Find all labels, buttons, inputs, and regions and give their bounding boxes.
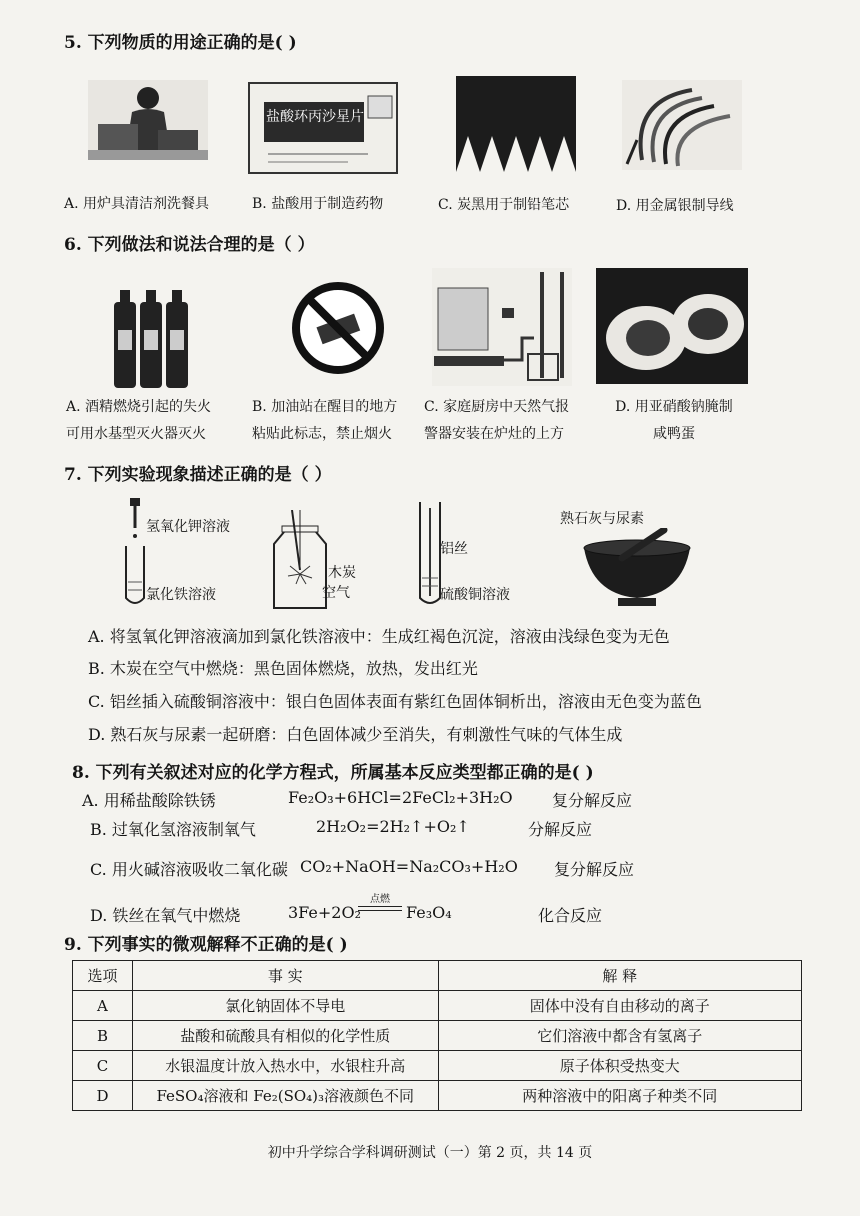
- q7-stem: 7. 下列实验现象描述正确的是（ ）: [64, 465, 332, 485]
- table-cell-explanation: 它们溶液中都含有氢离子: [438, 1021, 801, 1051]
- table-cell-explanation: 固体中没有自由移动的离子: [438, 991, 801, 1021]
- q6-option-b: [252, 394, 397, 448]
- table-cell-option: A: [73, 991, 133, 1021]
- label-al: 铝丝: [440, 541, 468, 557]
- q8-stem: 8. 下列有关叙述对应的化学方程式，所属基本反应类型都正确的是( ): [72, 763, 594, 783]
- q8-option-a-desc: A. 用稀盐酸除铁锈: [82, 791, 216, 810]
- q6-option-b-line2: 粘贴此标志，禁止烟火: [252, 426, 392, 442]
- label-air: 空气: [322, 585, 350, 601]
- table-row: [73, 1051, 802, 1081]
- q8-option-a-type: 复分解反应: [552, 791, 633, 810]
- q5-image-b: [248, 82, 398, 178]
- q6-option-a-line2: 可用水基型灭火器灭火: [66, 426, 206, 442]
- q5-image-d: [622, 80, 742, 174]
- q8-option-d-type: 化合反应: [538, 906, 603, 925]
- table-row: [73, 1081, 802, 1111]
- label-fecl3: 氯化铁溶液: [146, 587, 216, 603]
- q5-option-c: C. 炭黑用于制铅笔芯: [438, 197, 570, 213]
- table-header-explanation: 解 释: [438, 961, 801, 991]
- no-smoking-sign: [290, 280, 386, 380]
- table-cell-fact: 盐酸和硫酸具有相似的化学性质: [132, 1021, 438, 1051]
- q8-option-d-eq-left: 3Fe+2O₂: [288, 903, 361, 922]
- q6-image-extinguishers: [110, 286, 194, 394]
- label-cuso4: 硫酸铜溶液: [440, 587, 510, 603]
- q7-option-a: A. 将氢氧化钾溶液滴加到氯化铁溶液中：生成红褐色沉淀，溶液由浅绿色变为无色: [88, 627, 670, 646]
- q8-option-b-equation: 2H₂O₂=2H₂↑+O₂↑: [316, 817, 470, 836]
- q6-image-gas-alarm: [432, 268, 572, 390]
- q7-diagram-gas-jar: [270, 510, 330, 614]
- table-cell-explanation: 两种溶液中的阳离子种类不同: [438, 1081, 801, 1111]
- q9-table: [72, 960, 802, 1111]
- q8-option-c-equation: CO₂+NaOH=Na₂CO₃+H₂O: [300, 857, 518, 876]
- table-header-fact: 事 实: [132, 961, 438, 991]
- q8-option-b-type: 分解反应: [528, 820, 593, 839]
- q6-option-c-line1: C. 家庭厨房中天然气报: [424, 399, 570, 415]
- q6-option-d-line1: D. 用亚硝酸钠腌制: [615, 399, 733, 415]
- q6-option-d-line2: 咸鸭蛋: [653, 426, 695, 442]
- q7-option-c: C. 铝丝插入硫酸铜溶液中：银白色固体表面有紫红色固体铜析出，溶液由无色变为蓝色: [88, 692, 702, 711]
- q6-option-c-line2: 警器安装在炉灶的上方: [424, 426, 564, 442]
- table-cell-option: C: [73, 1051, 133, 1081]
- table-cell-fact: 水银温度计放入热水中，水银柱升高: [132, 1051, 438, 1081]
- q8-option-a-equation: Fe₂O₃+6HCl=2FeCl₂+3H₂O: [288, 788, 513, 807]
- q5-stem: 5. 下列物质的用途正确的是( ): [64, 33, 297, 53]
- q6-option-a: [66, 394, 211, 448]
- page-footer: 初中升学综合学科调研测试（一）第 2 页，共 14 页: [267, 1145, 593, 1161]
- q8-option-d-eq-sign: [358, 910, 402, 911]
- q8-option-d-eq-right: Fe₃O₄: [406, 903, 452, 922]
- q8-option-b-desc: B. 过氧化氢溶液制氧气: [90, 820, 256, 839]
- medicine-box-label: 盐酸环丙沙星片: [266, 109, 364, 125]
- q5-image-a: [88, 80, 208, 164]
- table-row: [73, 1021, 802, 1051]
- q5-option-a: A. 用炉具清洁剂洗餐具: [64, 196, 210, 212]
- table-header-option: 选项: [73, 961, 133, 991]
- table-cell-fact: 氯化钠固体不导电: [132, 991, 438, 1021]
- q5-option-d: D. 用金属银制导线: [616, 198, 734, 214]
- q6-option-b-line1: B. 加油站在醒目的地方: [252, 399, 398, 415]
- q8-option-c-desc: C. 用火碱溶液吸收二氧化碳: [90, 860, 288, 879]
- q6-image-salted-eggs: [596, 268, 748, 388]
- q6-option-c: [424, 394, 569, 448]
- table-header-row: [73, 961, 802, 991]
- q5-option-b: B. 盐酸用于制造药物: [252, 196, 384, 212]
- label-lime-urea: 熟石灰与尿素: [560, 511, 644, 527]
- q7-diagram-mortar: [582, 528, 692, 614]
- table-cell-fact: FeSO₄溶液和 Fe₂(SO₄)₃溶液颜色不同: [132, 1081, 438, 1111]
- q7-option-b: B. 木炭在空气中燃烧：黑色固体燃烧，放热，发出红光: [88, 659, 478, 678]
- q6-stem: 6. 下列做法和说法合理的是（ ）: [64, 235, 315, 255]
- q9-stem: 9. 下列事实的微观解释不正确的是( ): [64, 935, 348, 955]
- label-charcoal: 木炭: [328, 565, 356, 581]
- q5-image-c: [456, 76, 576, 180]
- q6-option-a-line1: A. 酒精燃烧引起的失火: [66, 399, 212, 415]
- table-cell-option: B: [73, 1021, 133, 1051]
- q8-option-d-desc: D. 铁丝在氧气中燃烧: [90, 906, 241, 925]
- q7-option-d: D. 熟石灰与尿素一起研磨：白色固体减少至消失，有刺激性气味的气体生成: [88, 725, 623, 744]
- table-cell-explanation: 原子体积受热变大: [438, 1051, 801, 1081]
- q6-option-d: [604, 394, 744, 448]
- table-row: [73, 991, 802, 1021]
- table-cell-option: D: [73, 1081, 133, 1111]
- q8-option-c-type: 复分解反应: [554, 860, 635, 879]
- q8-option-d-eq-condition: 点燃: [358, 894, 402, 907]
- label-koh: 氢氧化钾溶液: [146, 519, 230, 535]
